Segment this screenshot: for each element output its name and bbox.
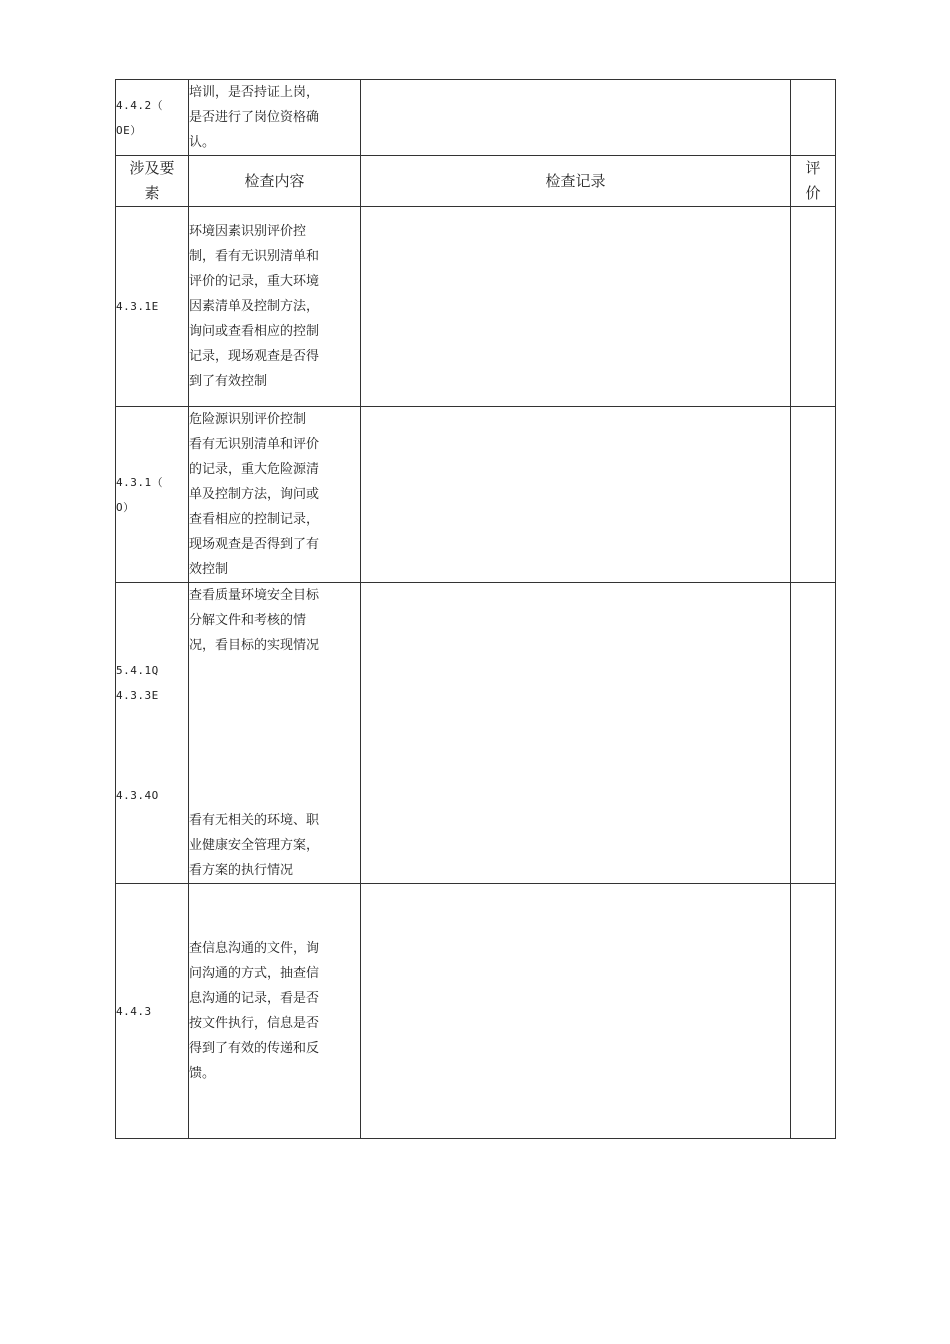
audit-checklist-table — [115, 79, 836, 1139]
element-code: 4.3.1（ — [116, 475, 164, 489]
element-cell — [116, 80, 189, 156]
content-line: 分解文件和考核的情 — [189, 613, 307, 628]
table-row — [116, 407, 836, 583]
content-cell — [189, 583, 361, 884]
content-line: 查信息沟通的文件，询 — [189, 941, 320, 956]
content-line: 培训，是否持证上岗， — [189, 85, 320, 100]
element-cell — [116, 407, 189, 583]
table-header-row — [116, 156, 836, 207]
content-line: 况，看目标的实现情况 — [189, 638, 320, 653]
content-line: 问沟通的方式，抽查信 — [189, 966, 320, 981]
record-cell[interactable] — [361, 407, 791, 583]
table-row — [116, 207, 836, 407]
content-line: 看方案的执行情况 — [189, 863, 294, 878]
content-line: 是否进行了岗位资格确 — [189, 110, 320, 125]
content-line: 看有无识别清单和评价 — [189, 437, 320, 452]
content-cell — [189, 207, 361, 407]
header-record: 检查记录 — [361, 156, 791, 207]
header-rating: 评 价 — [791, 156, 836, 207]
element-code: 4.3.3E — [116, 689, 159, 702]
record-cell[interactable] — [361, 583, 791, 884]
rating-cell[interactable] — [791, 884, 836, 1139]
content-line: 因素清单及控制方法， — [189, 299, 320, 314]
content-cell — [189, 407, 361, 583]
element-cell — [116, 207, 189, 407]
content-line: 现场观查是否得到了有 — [189, 537, 320, 552]
content-line: 得到了有效的传递和反 — [189, 1041, 320, 1056]
element-code: OE） — [116, 123, 142, 137]
table-row — [116, 884, 836, 1139]
content-line: 效控制 — [189, 562, 229, 577]
content-line: 单及控制方法，询问或 — [189, 487, 320, 502]
element-code: 4.4.3 — [116, 1004, 152, 1018]
record-cell[interactable] — [361, 884, 791, 1139]
content-line: 认。 — [189, 135, 216, 150]
content-cell — [189, 884, 361, 1139]
content-line: 环境因素识别评价控 — [189, 224, 307, 239]
element-code: 4.3.1E — [116, 300, 159, 313]
content-line: 业健康安全管理方案， — [189, 838, 320, 853]
record-cell[interactable] — [361, 207, 791, 407]
content-line: 评价的记录，重大环境 — [189, 274, 320, 289]
header-element: 涉及要 素 — [116, 156, 189, 207]
element-cell — [116, 884, 189, 1139]
content-cell — [189, 80, 361, 156]
element-code: O） — [116, 500, 135, 514]
rating-cell[interactable] — [791, 80, 836, 156]
content-line: 查看相应的控制记录， — [189, 512, 320, 527]
element-code: 5.4.1Q — [116, 664, 159, 677]
table-row — [116, 583, 836, 884]
content-line: 看有无相关的环境、职 — [189, 813, 320, 828]
content-line: 的记录，重大危险源清 — [189, 462, 320, 477]
rating-cell[interactable] — [791, 407, 836, 583]
content-line: 按文件执行，信息是否 — [189, 1016, 320, 1031]
record-cell[interactable] — [361, 80, 791, 156]
element-cell — [116, 583, 189, 884]
content-line: 息沟通的记录，看是否 — [189, 991, 320, 1006]
rating-cell[interactable] — [791, 207, 836, 407]
content-line: 记录，现场观查是否得 — [189, 349, 320, 364]
content-line: 询问或查看相应的控制 — [189, 324, 320, 339]
content-line: 查看质量环境安全目标 — [189, 588, 320, 603]
content-line: 到了有效控制 — [189, 374, 268, 389]
rating-cell[interactable] — [791, 583, 836, 884]
element-code: 4.3.4O — [116, 789, 159, 802]
content-line: 危险源识别评价控制 — [189, 412, 307, 427]
table-row — [116, 80, 836, 156]
header-content: 检查内容 — [189, 156, 361, 207]
element-code: 4.4.2（ — [116, 98, 164, 112]
content-line: 馈。 — [189, 1066, 216, 1081]
content-line: 制，看有无识别清单和 — [189, 249, 320, 264]
